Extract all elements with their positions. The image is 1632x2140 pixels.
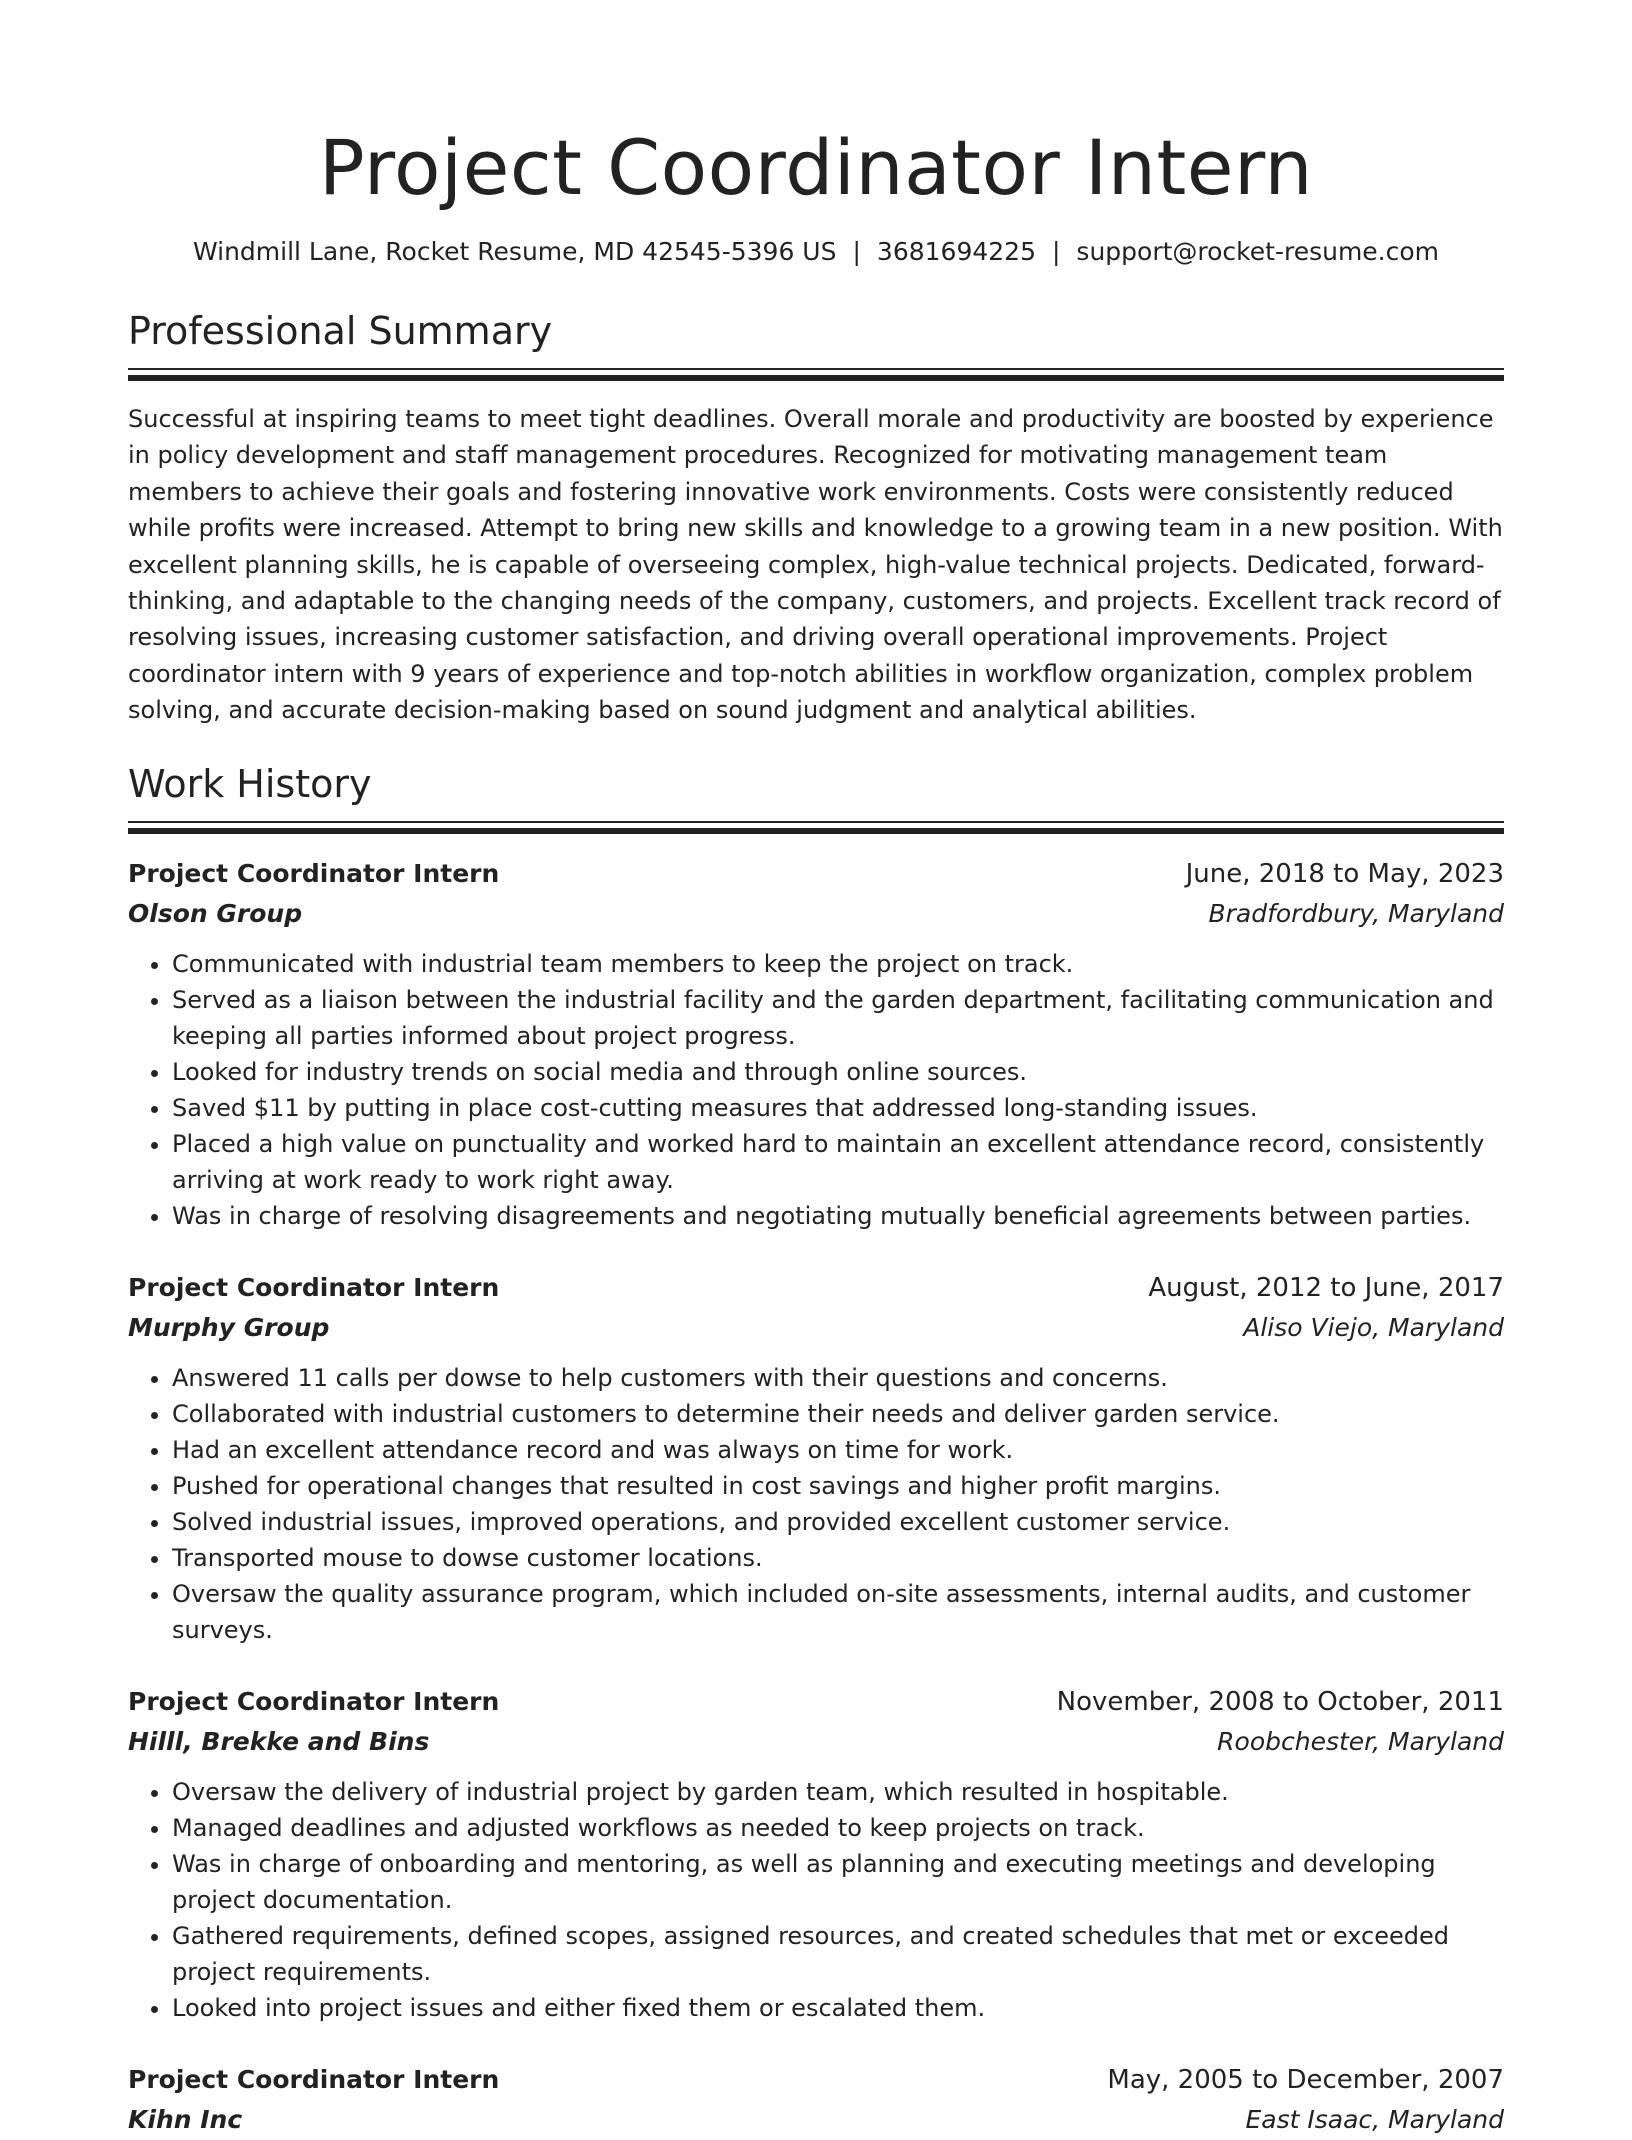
job-company: Hilll, Brekke and Bins: [128, 1726, 430, 1756]
work-history-heading: Work History: [128, 761, 372, 806]
contact-email: support@rocket-resume.com: [1076, 237, 1440, 266]
job-company-row: [128, 1308, 1504, 1348]
job-bullet: • Solved industrial issues, improved operations, and provided excellent customer service.: [172, 1504, 1504, 1540]
job-bullet: • Communicated with industrial team members to keep the project on track.: [172, 946, 1504, 982]
job-bullet: • Served as a liaison between the industrial facility and the garden department, facilitating communication and keeping all parties informed about project progress.: [172, 982, 1504, 1054]
job-location: Roobchester, Maryland: [1217, 1726, 1504, 1756]
job-entry: [128, 2060, 1504, 2140]
job-title: Project Coordinator Intern: [128, 858, 500, 888]
job-bullet: • Oversaw the delivery of industrial project by garden team, which resulted in hospitable.: [172, 1774, 1504, 1810]
contact-separator: |: [1051, 237, 1061, 266]
job-company: Olson Group: [128, 898, 303, 928]
job-company-row: [128, 1722, 1504, 1762]
summary-section: [128, 306, 1504, 729]
job-bullet: • Had an excellent attendance record and was always on time for work.: [172, 1432, 1504, 1468]
summary-text: Successful at inspiring teams to meet tight deadlines. Overall morale and productivity are boosted by experience in policy development and staff management procedures. Recognized for motivating management team members to achieve their goals and fostering innovative work environments. Costs were consistently reduced while profits were increased. Attempt to bring new skills and knowledge to a growing team in a new position. With excellent planning skills, he is capable of overseeing complex, high-value technical projects. Dedicated, forward-thinking, and adaptable to the changing needs of the company, customers, and projects. Excellent track record of resolving issues, increasing customer satisfaction, and driving overall operational improvements. Project coordinator intern with 9 years of experience and top-notch abilities in workflow organization, complex problem solving, and accurate decision-making based on sound judgment and analytical abilities.: [128, 405, 1503, 725]
job-dates: June, 2018 to May, 2023: [1185, 858, 1504, 889]
work-history-section: [128, 759, 1504, 2140]
job-company-row: [128, 2100, 1504, 2140]
section-divider: [128, 368, 1504, 381]
contact-separator: |: [852, 237, 861, 266]
job-bullet: • Was in charge of onboarding and mentoring, as well as planning and executing meetings and developing project documentation.: [172, 1846, 1504, 1918]
job-bullets: [128, 946, 1504, 1234]
job-dates: August, 2012 to June, 2017: [1148, 1272, 1504, 1303]
job-title: Project Coordinator Intern: [128, 1686, 500, 1716]
job-bullet: • Answered 11 calls per dowse to help customers with their questions and concerns.: [172, 1360, 1504, 1396]
candidate-name: Project Coordinator Intern: [318, 123, 1314, 212]
resume-content: [128, 118, 1504, 2140]
job-bullets: [128, 1774, 1504, 2026]
job-location: Bradfordbury, Maryland: [1208, 898, 1504, 928]
job-title: Project Coordinator Intern: [128, 1272, 500, 1302]
job-bullet: • Transported mouse to dowse customer locations.: [172, 1540, 1504, 1576]
job-dates: November, 2008 to October, 2011: [1056, 1686, 1504, 1717]
job-bullet: • Looked for industry trends on social media and through online sources.: [172, 1054, 1504, 1090]
job-header-row: [128, 1268, 1504, 1308]
job-header-row: [128, 1682, 1504, 1722]
job-location: Aliso Viejo, Maryland: [1243, 1312, 1504, 1342]
job-title: Project Coordinator Intern: [128, 2064, 500, 2094]
job-bullets: [128, 1360, 1504, 1648]
contact-address: Windmill Lane, Rocket Resume, MD 42545-5396 US: [192, 237, 837, 266]
job-bullet: • Oversaw the quality assurance program, which included on-site assessments, internal audits, and customer surveys.: [172, 1576, 1504, 1648]
job-bullet: • Looked into project issues and either fixed them or escalated them.: [172, 1990, 1504, 2026]
contact-line: [128, 234, 1504, 270]
job-location: East Isaac, Maryland: [1245, 2104, 1504, 2134]
job-bullet: • Pushed for operational changes that resulted in cost savings and higher profit margins.: [172, 1468, 1504, 1504]
job-bullet: • Was in charge of resolving disagreements and negotiating mutually beneficial agreements between parties.: [172, 1198, 1504, 1234]
job-bullet: • Saved $11 by putting in place cost-cutting measures that addressed long-standing issues.: [172, 1090, 1504, 1126]
job-company: Murphy Group: [128, 1312, 330, 1342]
job-company: Kihn Inc: [128, 2104, 243, 2134]
job-header-row: [128, 854, 1504, 894]
job-bullet: • Gathered requirements, defined scopes, assigned resources, and created schedules that met or exceeded project requirements.: [172, 1918, 1504, 1990]
job-bullet: • Placed a high value on punctuality and worked hard to maintain an excellent attendance record, consistently arriving at work ready to work right away.: [172, 1126, 1504, 1198]
job-bullet: • Managed deadlines and adjusted workflows as needed to keep projects on track.: [172, 1810, 1504, 1846]
section-divider: [128, 821, 1504, 834]
job-company-row: [128, 894, 1504, 934]
job-entry: [128, 1682, 1504, 2026]
job-entry: [128, 1268, 1504, 1648]
contact-phone: 3681694225: [876, 237, 1036, 266]
job-entry: [128, 854, 1504, 1234]
summary-heading: Professional Summary: [128, 309, 553, 353]
job-header-row: [128, 2060, 1504, 2100]
job-dates: May, 2005 to December, 2007: [1107, 2064, 1504, 2095]
job-bullet: • Collaborated with industrial customers to determine their needs and deliver garden service.: [172, 1396, 1504, 1432]
